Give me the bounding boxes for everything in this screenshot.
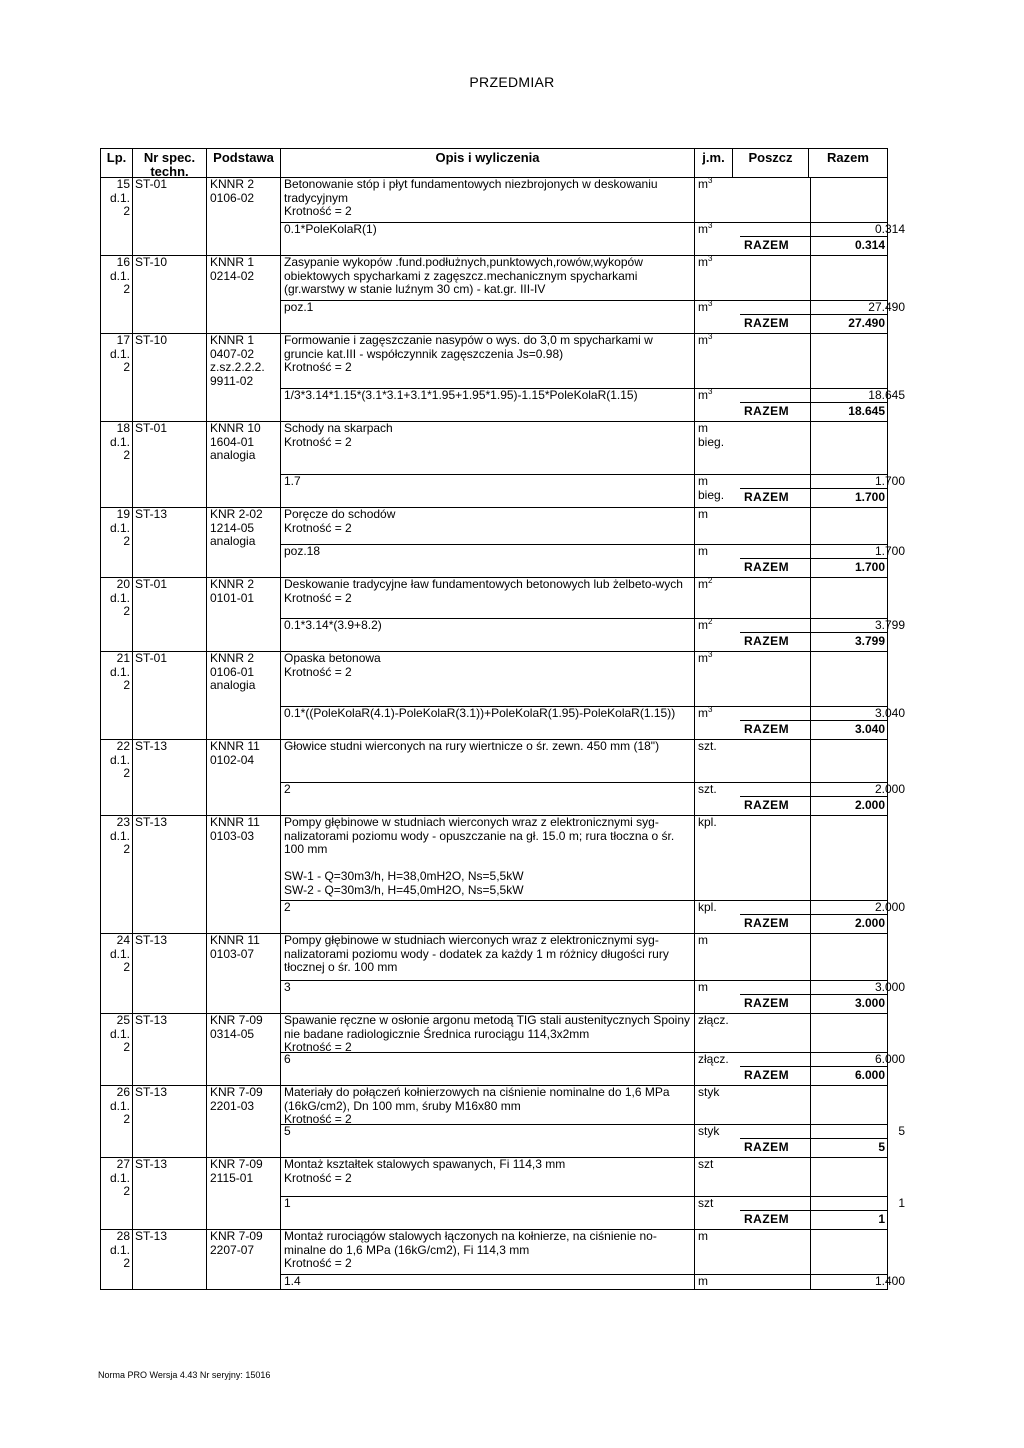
razem-label: RAZEM <box>744 1140 790 1154</box>
row-calc-unit: $m^3$ <box>698 705 713 720</box>
row-calculation <box>280 299 905 315</box>
table-row <box>100 576 905 652</box>
row-partial-value: 18.645 <box>868 388 905 402</box>
table-body <box>100 176 905 1290</box>
row-partial-value: 1 <box>898 1196 905 1210</box>
row-total-value: 3.040 <box>854 722 885 736</box>
row-total <box>740 314 888 333</box>
row-calculation <box>280 387 905 403</box>
table-row <box>100 650 905 740</box>
footer-note: Norma PRO Wersja 4.43 Nr seryjny: 15016 <box>98 1370 271 1380</box>
razem-label: RAZEM <box>744 316 790 330</box>
row-unit: kpl. <box>698 815 717 829</box>
table-row <box>100 254 905 334</box>
row-unit: m <box>698 507 708 521</box>
row-total-value: 18.645 <box>848 404 885 418</box>
row-basis: KNNR 11 0102-04 <box>210 739 260 767</box>
row-total <box>740 402 888 421</box>
razem-label: RAZEM <box>744 916 790 930</box>
row-lp: 18 d.1. 2 <box>109 421 130 462</box>
row-description: Głowice studni wierconych na rury wiertnicze o śr. zewn. 450 mm (18") <box>284 739 660 753</box>
row-calculation <box>280 705 905 721</box>
row-total <box>740 994 888 1013</box>
row-unit: m <box>698 1229 708 1243</box>
row-description: Materiały do połączeń kołnierzowych na ciśnienie nominalne do 1,6 MPa (16kG/cm2), Dn 100 mm, śruby M16x80 mm Krotność = 2 <box>284 1085 670 1126</box>
row-calc-unit: $m^3$ <box>698 221 713 236</box>
row-partial-value: 5 <box>898 1124 905 1138</box>
row-calc-unit: styk <box>698 1124 720 1138</box>
row-total-value: 1.700 <box>854 490 885 504</box>
row-partial-value: 1.700 <box>874 544 905 558</box>
row-unit: m bieg. <box>698 421 725 449</box>
row-calc-expression: 6 <box>284 1052 291 1066</box>
row-description: Deskowanie tradycyjne ław fundamentowych betonowych lub żelbeto-wych Krotność = 2 <box>284 577 683 605</box>
row-total-value: 3.000 <box>854 996 885 1010</box>
estimate-table <box>100 148 905 1290</box>
row-basis: KNNR 2 0106-02 <box>210 177 255 205</box>
row-basis: KNR 7-09 0314-05 <box>210 1013 263 1041</box>
table-row <box>100 1013 905 1086</box>
row-total-value: 1.700 <box>854 560 885 574</box>
row-calc-expression: 1/3*3.14*1.15*(3.1*3.1+3.1*1.95+1.95*1.95)-1.15*PoleKolaR(1.15) <box>284 388 638 402</box>
row-partial-value: 3.000 <box>874 980 905 994</box>
row-spec: ST-13 <box>135 1013 168 1027</box>
row-calculation <box>280 900 905 915</box>
row-calc-unit: $m^2$ <box>698 617 713 632</box>
table-row <box>100 507 905 578</box>
page-title: PRZEDMIAR <box>469 74 555 90</box>
row-total <box>740 914 888 933</box>
row-partial-value: 1.700 <box>874 474 905 488</box>
row-total <box>740 558 888 577</box>
row-total-value: 6.000 <box>854 1068 885 1082</box>
header-unit: j.m. <box>694 149 732 177</box>
row-calculation <box>280 221 905 237</box>
row-basis: KNNR 11 0103-03 <box>210 815 260 843</box>
row-unit: m <box>698 933 708 947</box>
row-calculation <box>280 1274 905 1289</box>
row-calculation <box>280 980 905 995</box>
row-partial-value: 3.040 <box>874 706 905 720</box>
row-calc-expression: 0.1*((PoleKolaR(4.1)-PoleKolaR(3.1))+PoleKolaR(1.95)-PoleKolaR(1.15)) <box>284 706 676 720</box>
row-calculation <box>280 617 905 633</box>
row-calculation <box>280 1052 905 1067</box>
row-total <box>740 1066 888 1085</box>
row-spec: ST-10 <box>135 333 168 347</box>
row-calc-unit: $m^3$ <box>698 387 713 402</box>
row-partial-value: 27.490 <box>868 300 905 314</box>
row-calc-unit: kpl. <box>698 900 717 914</box>
row-lp: 27 d.1. 2 <box>109 1157 130 1198</box>
row-unit: $m^3$ <box>698 176 713 191</box>
row-lp: 15 d.1. 2 <box>109 177 130 218</box>
razem-label: RAZEM <box>744 560 790 574</box>
row-total-value: 3.799 <box>854 634 885 648</box>
row-unit: $m^3$ <box>698 650 713 665</box>
row-total <box>740 720 888 739</box>
row-calc-expression: 5 <box>284 1124 291 1138</box>
row-calculation <box>280 782 905 797</box>
row-partial-value: 2.000 <box>874 782 905 796</box>
table-row <box>100 815 905 934</box>
row-lp: 19 d.1. 2 <box>109 507 130 548</box>
row-calc-expression: 0.1*3.14*(3.9+8.2) <box>284 618 382 632</box>
row-calc-unit: m <box>698 544 708 558</box>
razem-label: RAZEM <box>744 404 790 418</box>
row-calc-expression: poz.18 <box>284 544 321 558</box>
row-calc-expression: 2 <box>284 782 291 796</box>
row-total <box>740 632 888 651</box>
row-basis: KNNR 10 1604-01 analogia <box>210 421 261 462</box>
row-unit: szt. <box>698 739 717 753</box>
row-lp: 24 d.1. 2 <box>109 933 130 974</box>
razem-label: RAZEM <box>744 1068 790 1082</box>
row-partial-value: 6.000 <box>874 1052 905 1066</box>
row-spec: ST-13 <box>135 1157 168 1171</box>
row-basis: KNNR 2 0106-01 analogia <box>210 651 256 692</box>
table-row <box>100 1085 905 1158</box>
row-calc-unit: m <box>698 1274 708 1288</box>
row-total-value: 27.490 <box>848 316 885 330</box>
row-partial-value: 0.314 <box>874 222 905 236</box>
table-header <box>100 148 888 178</box>
row-calc-unit: szt <box>698 1196 714 1210</box>
row-unit: $m^3$ <box>698 332 713 347</box>
row-total <box>740 1210 888 1229</box>
row-spec: ST-13 <box>135 933 168 947</box>
header-spec: Nr spec. techn. <box>132 149 206 177</box>
razem-label: RAZEM <box>744 490 790 504</box>
row-calc-expression: 1.4 <box>284 1274 301 1288</box>
row-description: Zasypanie wykopów .fund.podłużnych,punktowych,rowów,wykopów obiektowych spycharkami z zagęszcz.mechanicznym spycharkami (gr.warstwy w stanie luźnym 30 cm) - kat.gr. III-IV <box>284 255 643 296</box>
row-unit: $m^3$ <box>698 254 713 269</box>
row-basis: KNR 7-09 2207-07 <box>210 1229 263 1257</box>
razem-label: RAZEM <box>744 722 790 736</box>
row-total <box>740 1138 888 1157</box>
razem-label: RAZEM <box>744 1212 790 1226</box>
row-calc-expression: 3 <box>284 980 291 994</box>
row-description: Montaż rurociągów stalowych łączonych na kołnierze, na ciśnienie no-minalne do 1,6 MPa (16kG/cm2), Fi 114,3 mm Krotność = 2 <box>284 1229 657 1270</box>
table-row <box>100 1229 905 1290</box>
row-calculation <box>280 1196 905 1211</box>
row-total-value: 5 <box>878 1140 885 1154</box>
row-calc-unit: $m^3$ <box>698 299 713 314</box>
row-calc-unit: złącz. <box>698 1052 729 1066</box>
row-basis: KNNR 2 0101-01 <box>210 577 255 605</box>
row-description: Spawanie ręczne w osłonie argonu metodą TIG stali austenitycznych Spoiny nie badane radiologicznie Średnica rurociągu 114,3x2mm Krotność = 2 <box>284 1013 691 1054</box>
row-total-value: 2.000 <box>854 916 885 930</box>
row-spec: ST-13 <box>135 815 168 829</box>
row-calc-expression: 0.1*PoleKolaR(1) <box>284 222 377 236</box>
row-description: Pompy głębinowe w studniach wierconych wraz z elektronicznymi syg-nalizatorami poziomu wody - opuszczanie na gł. 15.0 m; rura tłoczna o śr. 100 mm SW-1 - Q=30m3/h, H=38,0mH2O, Ns=5,5kW SW-2 - Q=30m3/h, H=45,0mH2O, Ns=5,5kW <box>284 815 675 897</box>
razem-label: RAZEM <box>744 798 790 812</box>
row-total <box>740 796 888 815</box>
row-unit: $m^2$ <box>698 576 713 591</box>
razem-label: RAZEM <box>744 996 790 1010</box>
row-unit: złącz. <box>698 1013 729 1027</box>
row-basis: KNNR 1 0214-02 <box>210 255 255 283</box>
row-calc-expression: 1 <box>284 1196 291 1210</box>
row-lp: 28 d.1. 2 <box>109 1229 130 1270</box>
row-lp: 22 d.1. 2 <box>109 739 130 780</box>
row-lp: 21 d.1. 2 <box>109 651 130 692</box>
row-basis: KNR 2-02 1214-05 analogia <box>210 507 263 548</box>
table-row <box>100 739 905 816</box>
row-calc-expression: 2 <box>284 900 291 914</box>
row-calc-unit: m bieg. <box>698 474 725 502</box>
row-total <box>740 488 888 507</box>
row-spec: ST-01 <box>135 577 168 591</box>
row-description: Montaż kształtek stalowych spawanych, Fi 114,3 mm Krotność = 2 <box>284 1157 566 1185</box>
header-description: Opis i wyliczenia <box>280 149 694 177</box>
row-unit: szt <box>698 1157 714 1171</box>
row-calc-unit: szt. <box>698 782 717 796</box>
header-total: Razem <box>808 149 888 177</box>
row-lp: 17 d.1. 2 <box>109 333 130 374</box>
row-description: Opaska betonowa Krotność = 2 <box>284 651 381 679</box>
row-calculation <box>280 544 905 559</box>
table-row <box>100 933 905 1014</box>
row-spec: ST-13 <box>135 507 168 521</box>
row-unit: styk <box>698 1085 720 1099</box>
row-basis: KNNR 1 0407-02 z.sz.2.2.2. 9911-02 <box>210 333 265 388</box>
row-spec: ST-01 <box>135 651 168 665</box>
row-description: Formowanie i zagęszczanie nasypów o wys. do 3,0 m spycharkami w gruncie kat.III - współczynnik zagęszczenia Js=0.98) Krotność = 2 <box>284 333 653 374</box>
row-lp: 25 d.1. 2 <box>109 1013 130 1054</box>
row-spec: ST-01 <box>135 177 168 191</box>
row-total-value: 0.314 <box>854 238 885 252</box>
row-total <box>740 236 888 255</box>
row-partial-value: 2.000 <box>874 900 905 914</box>
row-spec: ST-10 <box>135 255 168 269</box>
header-lp: Lp. <box>100 149 132 177</box>
row-spec: ST-13 <box>135 739 168 753</box>
header-partial: Poszcz <box>732 149 808 177</box>
row-description: Pompy głębinowe w studniach wierconych wraz z elektronicznymi syg-nalizatorami poziomu wody - dodatek za każdy 1 m różnicy długości rury tłocznej o śr. 100 mm <box>284 933 669 974</box>
row-basis: KNNR 11 0103-07 <box>210 933 260 961</box>
row-calc-expression: poz.1 <box>284 300 314 314</box>
razem-label: RAZEM <box>744 634 790 648</box>
row-description: Schody na skarpach Krotność = 2 <box>284 421 393 449</box>
row-basis: KNR 7-09 2115-01 <box>210 1157 263 1185</box>
row-partial-value: 1.400 <box>874 1274 905 1288</box>
row-basis: KNR 7-09 2201-03 <box>210 1085 263 1113</box>
row-lp: 20 d.1. 2 <box>109 577 130 618</box>
row-lp: 26 d.1. 2 <box>109 1085 130 1126</box>
row-spec: ST-13 <box>135 1085 168 1099</box>
row-calc-expression: 1.7 <box>284 474 301 488</box>
row-spec: ST-13 <box>135 1229 168 1243</box>
row-partial-value: 3.799 <box>874 618 905 632</box>
row-total-value: 1 <box>878 1212 885 1226</box>
row-lp: 23 d.1. 2 <box>109 815 130 856</box>
row-description: Poręcze do schodów Krotność = 2 <box>284 507 396 535</box>
razem-label: RAZEM <box>744 238 790 252</box>
table-row <box>100 1157 905 1230</box>
row-spec: ST-01 <box>135 421 168 435</box>
row-description: Betonowanie stóp i płyt fundamentowych niezbrojonych w deskowaniu tradycyjnym Krotność = 2 <box>284 177 658 218</box>
table-row <box>100 332 905 422</box>
header-basis: Podstawa <box>206 149 280 177</box>
row-lp: 16 d.1. 2 <box>109 255 130 296</box>
row-calc-unit: m <box>698 980 708 994</box>
row-total-value: 2.000 <box>854 798 885 812</box>
table-row <box>100 421 905 508</box>
table-row <box>100 176 905 256</box>
row-calculation <box>280 1124 905 1139</box>
